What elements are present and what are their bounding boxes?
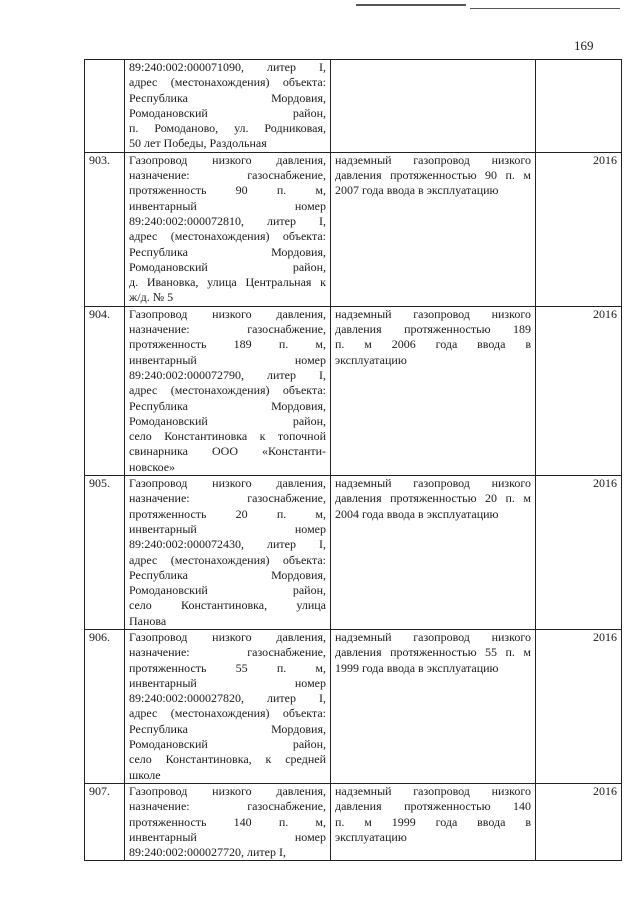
object-line: инвентарный номер: [129, 829, 326, 844]
characteristics-line: надземный газопровод низкого: [335, 152, 531, 167]
object-line: Республика Мордовия,: [129, 90, 326, 105]
characteristics-line: давления протяженностью 20 п. м: [335, 491, 531, 506]
row-number: [85, 60, 125, 153]
object-description: [125, 152, 331, 306]
object-line: Газопровод низкого давления,: [129, 476, 326, 491]
characteristics-line-last: эксплуатацию: [335, 352, 407, 367]
object-line: адрес (местонахождения) объекта:: [129, 229, 326, 244]
object-line: назначение: газоснабжение,: [129, 322, 326, 337]
object-line: Республика Мордовия,: [129, 398, 326, 413]
page-number: 169: [574, 38, 594, 53]
object-line: адрес (местонахождения) объекта:: [129, 75, 326, 90]
characteristics-line: надземный газопровод низкого: [335, 476, 531, 491]
object-line: 89:240:002:000072430, литер I,: [129, 537, 326, 552]
object-line: Газопровод низкого давления,: [129, 152, 326, 167]
object-line: 89:240:002:000071090, литер I,: [129, 60, 326, 74]
characteristics-line-last: 1999 года ввода в эксплуатацию: [335, 660, 499, 675]
object-line-last: Панова: [129, 613, 167, 628]
object-line: протяженность 90 п. м,: [129, 183, 326, 198]
characteristics-line: давления протяженностью 55 п. м: [335, 645, 531, 660]
object-description: [125, 629, 331, 783]
object-line: инвентарный номер: [129, 675, 326, 690]
object-line: адрес (местонахождения) объекта:: [129, 706, 326, 721]
row-number: 904.: [85, 306, 125, 475]
object-line: село Константиновка, улица: [129, 598, 326, 613]
characteristics-line: давления протяженностью 189: [335, 322, 531, 337]
year: 2016: [536, 783, 622, 860]
object-line: протяженность 140 п. м,: [129, 814, 326, 829]
object-line: адрес (местонахождения) объекта:: [129, 552, 326, 567]
object-line-last: 50 лет Победы, Раздольная: [129, 136, 267, 151]
object-line: Республика Мордовия,: [129, 567, 326, 582]
object-line: Газопровод низкого давления,: [129, 783, 326, 798]
characteristics-line: надземный газопровод низкого: [335, 783, 531, 798]
characteristics-line-last: 2007 года ввода в эксплуатацию: [335, 183, 499, 198]
object-line: инвентарный номер: [129, 352, 326, 367]
object-line: п. Ромоданово, ул. Родниковая,: [129, 121, 326, 136]
object-line: инвентарный номер: [129, 521, 326, 536]
object-line: Ромодановский район,: [129, 737, 326, 752]
characteristics-line-last: эксплуатацию: [335, 829, 407, 844]
object-characteristics: [331, 476, 536, 630]
object-description: [125, 306, 331, 475]
object-line: 89:240:002:000072810, литер I,: [129, 213, 326, 228]
object-line: инвентарный номер: [129, 198, 326, 213]
row-number: 905.: [85, 476, 125, 630]
characteristics-line: п. м 2006 года ввода в: [335, 337, 531, 352]
year: 2016: [536, 152, 622, 306]
object-line-last: ж/д. № 5: [129, 290, 174, 305]
object-line: протяженность 189 п. м,: [129, 337, 326, 352]
table-row: [85, 60, 622, 153]
object-description: [125, 476, 331, 630]
object-line: 89:240:002:000072790, литер I,: [129, 367, 326, 382]
table-row: [85, 783, 622, 860]
object-line: село Константиновка к топочной: [129, 429, 326, 444]
table-row: [85, 306, 622, 475]
object-line: протяженность 20 п. м,: [129, 506, 326, 521]
object-line: протяженность 55 п. м,: [129, 660, 326, 675]
object-line: Ромодановский район,: [129, 105, 326, 120]
object-line: Ромодановский район,: [129, 259, 326, 274]
year: 2016: [536, 629, 622, 783]
row-number: 907.: [85, 783, 125, 860]
object-line-last: школе: [129, 767, 161, 782]
object-line: д. Ивановка, улица Центральная к: [129, 275, 326, 290]
characteristics-line: давления протяженностью 140: [335, 799, 531, 814]
characteristics-line-last: 2004 года ввода в эксплуатацию: [335, 506, 499, 521]
object-line: Республика Мордовия,: [129, 721, 326, 736]
object-characteristics: [331, 306, 536, 475]
characteristics-line: п. м 1999 года ввода в: [335, 814, 531, 829]
object-line: назначение: газоснабжение,: [129, 168, 326, 183]
object-characteristics: [331, 783, 536, 860]
object-line: Газопровод низкого давления,: [129, 629, 326, 644]
scan-artifact-top-right: [470, 8, 620, 9]
object-line: Ромодановский район,: [129, 583, 326, 598]
object-line: назначение: газоснабжение,: [129, 491, 326, 506]
object-line: село Константиновка, к средней: [129, 752, 326, 767]
scan-artifact-top: [356, 4, 466, 6]
year: 2016: [536, 306, 622, 475]
object-line-last: 89:240:002:000027720, литер I,: [129, 845, 286, 860]
registry-table: [84, 59, 622, 861]
row-number: 903.: [85, 152, 125, 306]
object-line: Ромодановский район,: [129, 413, 326, 428]
object-characteristics: [331, 629, 536, 783]
table-row: [85, 476, 622, 630]
object-line: 89:240:002:000027820, литер I,: [129, 691, 326, 706]
object-characteristics: [331, 60, 536, 153]
object-description: [125, 60, 331, 153]
row-number: 906.: [85, 629, 125, 783]
object-description: [125, 783, 331, 860]
object-line: свинарника ООО «Константи-: [129, 444, 326, 459]
object-line-last: новское»: [129, 459, 176, 474]
object-characteristics: [331, 152, 536, 306]
object-line: назначение: газоснабжение,: [129, 645, 326, 660]
characteristics-line: давления протяженностью 90 п. м: [335, 168, 531, 183]
table-row: [85, 629, 622, 783]
year: [536, 60, 622, 153]
object-line: Республика Мордовия,: [129, 244, 326, 259]
year: 2016: [536, 476, 622, 630]
characteristics-line: надземный газопровод низкого: [335, 306, 531, 321]
table-row: [85, 152, 622, 306]
characteristics-line: надземный газопровод низкого: [335, 629, 531, 644]
object-line: Газопровод низкого давления,: [129, 306, 326, 321]
object-line: назначение: газоснабжение,: [129, 799, 326, 814]
object-line: адрес (местонахождения) объекта:: [129, 383, 326, 398]
